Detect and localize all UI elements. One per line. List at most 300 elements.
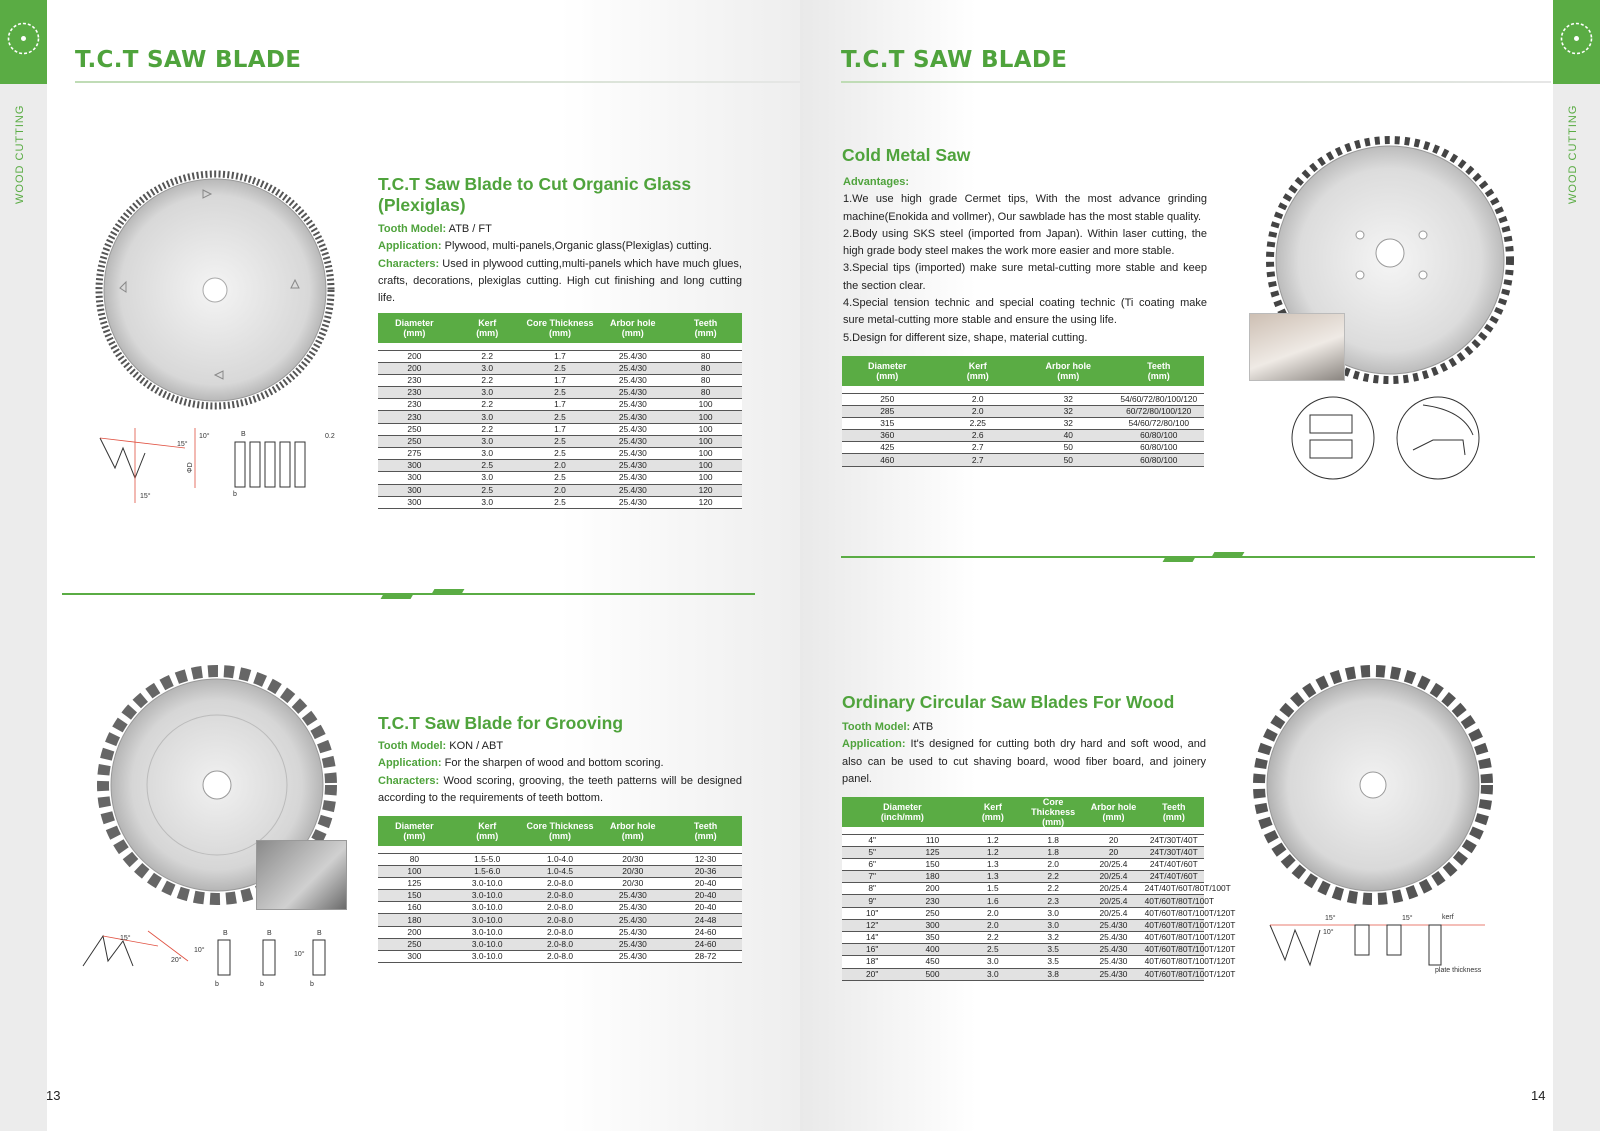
table-cell: 32 <box>1023 417 1114 429</box>
angle-label: 20° <box>171 957 182 964</box>
table-row <box>842 871 1204 883</box>
table-cell: 25.4/30 <box>1083 932 1143 944</box>
table-cell: 110 <box>902 834 962 846</box>
angle-label: 15° <box>140 493 151 500</box>
width-label: B <box>223 930 228 937</box>
table-row <box>842 834 1204 846</box>
table-cell: 1.2 <box>963 834 1023 846</box>
table-cell: 40T/60T/80T/100T/120T <box>1144 919 1236 930</box>
grooving-tooth-closeup-photo <box>256 840 347 910</box>
right-side-strip <box>1553 0 1600 1131</box>
saw-blade-logo-icon <box>5 20 42 57</box>
right-corner-badge <box>1553 0 1600 84</box>
table-cell: 120 <box>669 484 742 496</box>
table-row <box>378 350 742 362</box>
grooving-spec-table <box>378 816 742 963</box>
table-cell: 180 <box>902 871 962 883</box>
table-cell: 1.3 <box>963 858 1023 870</box>
angle-label: 10° <box>1323 929 1334 936</box>
right-page <box>800 0 1600 1131</box>
grooving-tooth-geometry-diagram <box>78 926 348 992</box>
table-cell: 20-40 <box>669 902 742 914</box>
plexiglas-tooth-geometry-diagram <box>95 428 345 508</box>
table-cell: 25.4/30 <box>596 496 669 508</box>
table-row <box>378 387 742 399</box>
table-cell: 400 <box>902 944 962 956</box>
table-cell: 24-48 <box>669 914 742 926</box>
table-cell: 3.2 <box>1023 932 1083 944</box>
table-cell: 230 <box>378 399 451 411</box>
table-cell: 2.5 <box>524 472 597 484</box>
table-header-cell: Teeth (mm) <box>1144 797 1204 827</box>
table-cell: 2.5 <box>524 362 597 374</box>
table-cell: 100 <box>378 865 451 877</box>
table-row <box>378 890 742 902</box>
page-number: 14 <box>1531 1088 1546 1103</box>
table-cell: 80 <box>669 387 742 399</box>
table-cell: 20-40 <box>669 877 742 889</box>
table-cell: 16" <box>842 944 902 956</box>
divider-tab <box>432 589 465 594</box>
table-cell: 25.4/30 <box>1083 968 1143 980</box>
table-row <box>842 442 1204 454</box>
table-cell: 20 <box>1083 834 1143 846</box>
table-cell: 2.0 <box>933 393 1024 405</box>
table-cell: 250 <box>378 423 451 435</box>
table-cell: 3.0 <box>963 956 1023 968</box>
angle-label: 10° <box>294 951 305 958</box>
ordinary-wood-saw-blade-image <box>1253 665 1493 905</box>
table-cell: 1.7 <box>524 423 597 435</box>
table-cell: 2.5 <box>524 448 597 460</box>
table-cell: 1.0-4.5 <box>524 865 597 877</box>
table-header-cell: Arbor hole (mm) <box>596 313 669 343</box>
angle-label: 15° <box>1402 915 1413 922</box>
table-cell: 3.0-10.0 <box>451 914 524 926</box>
table-cell: 10" <box>842 907 902 919</box>
title-rule <box>841 81 1551 83</box>
table-cell: 500 <box>902 968 962 980</box>
table-header-cell: Core Thickness (mm) <box>1023 797 1083 827</box>
table-cell: 54/60/72/80/100/120 <box>1114 393 1205 405</box>
table-row <box>842 883 1204 895</box>
table-header-cell: Kerf (mm) <box>451 816 524 846</box>
table-header-cell: Diameter (mm) <box>842 356 933 386</box>
table-cell: 80 <box>669 350 742 362</box>
table-cell: 150 <box>902 858 962 870</box>
table-cell: 40T/60T/80T/100T <box>1144 895 1215 906</box>
table-cell: 1.6 <box>963 895 1023 907</box>
left-corner-badge <box>0 0 47 84</box>
cold-metal-tooth-closeup-photo <box>1249 313 1345 381</box>
table-row <box>378 362 742 374</box>
table-row <box>378 423 742 435</box>
divider-tab <box>381 594 414 599</box>
table-cell: 1.3 <box>963 871 1023 883</box>
table-cell: 40T/60T/80T/100T/120T <box>1144 932 1236 943</box>
table-cell: 50 <box>1023 442 1114 454</box>
table-cell: 3.0-10.0 <box>451 902 524 914</box>
table-cell: 3.0-10.0 <box>451 938 524 950</box>
table-spacer <box>378 846 742 853</box>
side-label: WOOD CUTTING <box>14 104 26 204</box>
divider-tab <box>1163 557 1196 562</box>
table-cell: 3.0 <box>451 472 524 484</box>
table-cell: 3.0 <box>451 496 524 508</box>
table-cell: 2.0 <box>524 484 597 496</box>
table-cell: 200 <box>378 362 451 374</box>
table-cell: 40T/60T/80T/100T/120T <box>1144 907 1236 918</box>
table-row <box>842 417 1204 429</box>
table-cell: 300 <box>378 472 451 484</box>
cold-metal-saw-title: Cold Metal Saw <box>842 145 971 165</box>
side-label: WOOD CUTTING <box>1567 104 1579 204</box>
table-row <box>378 472 742 484</box>
table-cell: 250 <box>378 938 451 950</box>
table-cell: 25.4/30 <box>596 435 669 447</box>
table-header-cell: Diameter (mm) <box>378 816 451 846</box>
table-cell: 20-36 <box>669 865 742 877</box>
table-cell: 25.4/30 <box>596 399 669 411</box>
table-cell: 25.4/30 <box>596 411 669 423</box>
table-cell: 20/30 <box>596 853 669 865</box>
table-cell: 2.0-8.0 <box>524 902 597 914</box>
table-cell: 250 <box>378 435 451 447</box>
table-row <box>378 926 742 938</box>
table-cell: 20/25.4 <box>1083 871 1143 883</box>
table-cell: 1.7 <box>524 399 597 411</box>
width-label: B <box>267 930 272 937</box>
table-cell: 80 <box>378 853 451 865</box>
table-cell: 24-60 <box>669 926 742 938</box>
table-cell: 25.4/30 <box>596 460 669 472</box>
table-cell: 2.2 <box>451 350 524 362</box>
table-cell: 1.8 <box>1023 846 1083 858</box>
table-cell: 3.0 <box>963 968 1023 980</box>
table-row <box>378 902 742 914</box>
table-cell: 425 <box>842 442 933 454</box>
table-cell: 80 <box>669 374 742 386</box>
table-cell: 3.5 <box>1023 944 1083 956</box>
table-cell: 20" <box>842 968 902 980</box>
table-cell: 300 <box>902 919 962 931</box>
table-cell: 6" <box>842 858 902 870</box>
table-row <box>378 448 742 460</box>
table-cell: 2.5 <box>524 387 597 399</box>
table-row <box>842 393 1204 405</box>
table-row <box>842 968 1204 980</box>
table-cell: 3.0 <box>451 387 524 399</box>
table-cell: 2.0 <box>1023 858 1083 870</box>
plexiglas-saw-blade-image <box>95 170 335 410</box>
table-cell: 315 <box>842 417 933 429</box>
table-cell: 24T/30T/40T <box>1144 846 1204 858</box>
table-row <box>842 454 1204 466</box>
table-cell: 3.0 <box>451 362 524 374</box>
table-cell: 3.0-10.0 <box>451 926 524 938</box>
table-cell: 300 <box>378 484 451 496</box>
table-cell: 3.8 <box>1023 968 1083 980</box>
kerf-label: b <box>310 981 314 988</box>
table-cell: 2.0 <box>933 405 1024 417</box>
table-row <box>842 956 1204 968</box>
table-cell: 2.2 <box>451 374 524 386</box>
table-header-cell: Arbor hole (mm) <box>1083 797 1143 827</box>
table-cell: 2.2 <box>451 423 524 435</box>
table-cell: 60/72/80/100/120 <box>1114 405 1205 417</box>
table-cell: 24T/40T/60T <box>1144 871 1204 883</box>
table-cell: 275 <box>378 448 451 460</box>
table-cell: 3.0 <box>451 435 524 447</box>
table-row <box>842 405 1204 417</box>
table-cell: 9" <box>842 895 902 907</box>
kerf-label: b <box>215 981 219 988</box>
table-cell: 2.5 <box>451 484 524 496</box>
table-cell: 180 <box>378 914 451 926</box>
cold-metal-tooth-profile-diagram <box>1393 395 1483 481</box>
page-number: 13 <box>46 1088 61 1103</box>
table-cell: 460 <box>842 454 933 466</box>
table-cell: 120 <box>669 496 742 508</box>
width-label: B <box>317 930 322 937</box>
table-cell: 54/60/72/80/100 <box>1114 417 1205 429</box>
table-row <box>378 951 742 963</box>
table-header-cell: Teeth (mm) <box>1114 356 1205 386</box>
table-row <box>378 914 742 926</box>
table-cell: 24T/40T/60T <box>1144 858 1204 870</box>
plexiglas-spec-table <box>378 313 742 509</box>
table-header-cell: Arbor hole (mm) <box>596 816 669 846</box>
plate-thickness-label: plate thickness <box>1435 967 1482 974</box>
table-cell: 160 <box>378 902 451 914</box>
table-cell: 4" <box>842 834 902 846</box>
table-row <box>378 865 742 877</box>
table-cell: 12" <box>842 919 902 931</box>
table-cell: 60/80/100 <box>1114 430 1205 442</box>
table-cell: 2.7 <box>933 454 1024 466</box>
table-cell: 1.5-6.0 <box>451 865 524 877</box>
table-cell: 80 <box>669 362 742 374</box>
table-cell: 7" <box>842 871 902 883</box>
table-cell: 250 <box>902 907 962 919</box>
table-cell: 32 <box>1023 405 1114 417</box>
table-cell: 40 <box>1023 430 1114 442</box>
diameter-label: ΦD <box>187 462 194 473</box>
table-header-cell: Arbor hole (mm) <box>1023 356 1114 386</box>
table-cell: 125 <box>378 877 451 889</box>
ordinary-wood-blade-spec-table <box>842 797 1236 981</box>
table-cell: 20/25.4 <box>1083 907 1143 919</box>
table-cell: 2.2 <box>1023 871 1083 883</box>
table-cell: 5" <box>842 846 902 858</box>
table-cell: 350 <box>902 932 962 944</box>
table-spacer <box>842 386 1204 393</box>
table-cell: 20/30 <box>596 865 669 877</box>
table-cell: 1.5 <box>963 883 1023 895</box>
table-cell: 1.0-4.0 <box>524 853 597 865</box>
kerf-label: b <box>260 981 264 988</box>
table-cell: 230 <box>902 895 962 907</box>
table-cell: 2.2 <box>1023 883 1083 895</box>
page-title: T.C.T SAW BLADE <box>841 47 1068 73</box>
table-cell: 8" <box>842 883 902 895</box>
table-cell: 20/25.4 <box>1083 858 1143 870</box>
table-cell: 2.0-8.0 <box>524 951 597 963</box>
table-spacer <box>378 343 742 350</box>
table-row <box>378 496 742 508</box>
table-cell: 200 <box>378 350 451 362</box>
table-cell: 100 <box>669 399 742 411</box>
table-cell: 360 <box>842 430 933 442</box>
table-cell: 450 <box>902 956 962 968</box>
table-cell: 25.4/30 <box>596 350 669 362</box>
table-cell: 24T/40T/60T/80T/100T <box>1144 883 1231 894</box>
table-cell: 12-30 <box>669 853 742 865</box>
table-cell: 20/25.4 <box>1083 895 1143 907</box>
table-cell: 3.0 <box>1023 919 1083 931</box>
table-header-cell: Diameter (inch/mm) <box>842 797 963 827</box>
kerf-label: b <box>233 491 237 498</box>
table-cell: 300 <box>378 496 451 508</box>
table-cell: 230 <box>378 374 451 386</box>
plexiglas-product-details: Tooth Model: ATB / FT Application: Plywood, multi-panels,Organic glass(Plexiglas) cutting. Characters: Used in plywood cutting,multi-panels which have much glues, crafts, decorations, plexiglas cutting. High cut finishing and long cutting life. <box>378 223 742 305</box>
grooving-product-title: T.C.T Saw Blade for Grooving <box>378 713 624 733</box>
table-cell: 300 <box>378 460 451 472</box>
table-cell: 25.4/30 <box>596 362 669 374</box>
table-cell: 1.2 <box>963 846 1023 858</box>
angle-label: 15° <box>1325 915 1336 922</box>
table-cell: 20/25.4 <box>1083 883 1143 895</box>
divider-tab <box>1212 552 1245 557</box>
table-header-cell: Kerf (mm) <box>963 797 1023 827</box>
table-cell: 24-60 <box>669 938 742 950</box>
table-cell: 25.4/30 <box>596 484 669 496</box>
table-cell: 230 <box>378 387 451 399</box>
table-cell: 40T/60T/80T/100T/120T <box>1144 944 1236 955</box>
table-cell: 24T/30T/40T <box>1144 834 1204 846</box>
table-cell: 20 <box>1083 846 1143 858</box>
table-header-row <box>378 816 742 846</box>
table-row <box>378 938 742 950</box>
table-header-row <box>842 356 1204 386</box>
table-cell: 25.4/30 <box>1083 944 1143 956</box>
table-cell: 60/80/100 <box>1114 442 1205 454</box>
angle-label: 10° <box>199 433 210 440</box>
table-cell: 300 <box>378 951 451 963</box>
table-cell: 20-40 <box>669 890 742 902</box>
table-row <box>378 484 742 496</box>
table-cell: 20/30 <box>596 877 669 889</box>
table-cell: 25.4/30 <box>596 890 669 902</box>
table-cell: 18" <box>842 956 902 968</box>
table-cell: 2.0-8.0 <box>524 877 597 889</box>
table-row <box>378 853 742 865</box>
table-header-cell: Kerf (mm) <box>451 313 524 343</box>
table-cell: 2.25 <box>933 417 1024 429</box>
table-cell: 2.7 <box>933 442 1024 454</box>
table-cell: 2.0 <box>963 919 1023 931</box>
table-cell: 200 <box>378 926 451 938</box>
saw-blade-logo-icon <box>1558 20 1595 57</box>
table-cell: 230 <box>378 411 451 423</box>
table-cell: 3.0 <box>451 411 524 423</box>
table-header-cell: Kerf (mm) <box>933 356 1024 386</box>
table-cell: 100 <box>669 460 742 472</box>
table-row <box>842 846 1204 858</box>
table-cell: 2.0 <box>963 907 1023 919</box>
table-cell: 100 <box>669 448 742 460</box>
table-cell: 2.2 <box>451 399 524 411</box>
table-cell: 25.4/30 <box>596 914 669 926</box>
table-cell: 2.5 <box>524 411 597 423</box>
table-cell: 3.5 <box>1023 956 1083 968</box>
table-row <box>842 944 1204 956</box>
table-cell: 3.0-10.0 <box>451 951 524 963</box>
table-row <box>842 907 1204 919</box>
table-row <box>378 374 742 386</box>
table-cell: 3.0-10.0 <box>451 877 524 889</box>
ordinary-wood-blade-details: Tooth Model: ATB Application: It's designed for cutting both dry hard and soft wood, and also can be used to cut shaving board, wood fiber board, and joinery panel. <box>842 721 1207 785</box>
table-cell: 50 <box>1023 454 1114 466</box>
table-cell: 200 <box>902 883 962 895</box>
table-cell: 125 <box>902 846 962 858</box>
table-spacer <box>842 827 1204 834</box>
table-cell: 2.0-8.0 <box>524 890 597 902</box>
plexiglas-product-title: T.C.T Saw Blade to Cut Organic Glass (Plexiglas) <box>378 174 692 215</box>
table-header-cell: Teeth (mm) <box>669 313 742 343</box>
table-row <box>378 399 742 411</box>
table-cell: 2.5 <box>524 496 597 508</box>
table-cell: 150 <box>378 890 451 902</box>
table-cell: 25.4/30 <box>596 374 669 386</box>
table-cell: 25.4/30 <box>596 938 669 950</box>
table-cell: 2.3 <box>1023 895 1083 907</box>
table-cell: 14" <box>842 932 902 944</box>
table-cell: 32 <box>1023 393 1114 405</box>
table-header-cell: Teeth (mm) <box>669 816 742 846</box>
table-cell: 1.5-5.0 <box>451 853 524 865</box>
table-cell: 25.4/30 <box>1083 919 1143 931</box>
table-cell: 2.0 <box>524 460 597 472</box>
table-cell: 250 <box>842 393 933 405</box>
table-cell: 100 <box>669 472 742 484</box>
table-row <box>842 895 1204 907</box>
table-cell: 100 <box>669 423 742 435</box>
table-header-cell: Core Thickness (mm) <box>524 816 597 846</box>
table-cell: 25.4/30 <box>596 387 669 399</box>
table-cell: 3.0 <box>1023 907 1083 919</box>
table-cell: 3.0-10.0 <box>451 890 524 902</box>
table-cell: 60/80/100 <box>1114 454 1205 466</box>
table-row <box>378 460 742 472</box>
left-side-strip <box>0 0 47 1131</box>
table-cell: 40T/60T/80T/100T/120T <box>1144 956 1236 967</box>
table-cell: 100 <box>669 435 742 447</box>
page-title: T.C.T SAW BLADE <box>75 47 302 73</box>
width-label: B <box>241 431 246 438</box>
table-row <box>842 858 1204 870</box>
cold-metal-saw-spec-table <box>842 356 1204 467</box>
table-cell: 285 <box>842 405 933 417</box>
table-row <box>842 919 1204 931</box>
thickness-label: 0.2 <box>325 433 335 440</box>
table-row <box>378 877 742 889</box>
angle-label: 15° <box>177 441 188 448</box>
title-rule <box>75 81 800 83</box>
cold-metal-saw-advantages: Advantages: 1.We use high grade Cermet tips, With the most advance grinding machine(Enokida and vollmer), Our sawblade has the most stable quality. 2.Body using SKS steel (imported from Japan). Within laser cutting, the high grade body steel makes the work more easier and more stable. 3.Special tips (imported) make sure metal-cutting more stable and keep the section clear. 4.Special tension technic and special coating technic (Ti coating make sure metal-cutting more stable and ensure the using life. 5.Design for different size, shape, material cutting. <box>843 176 1207 344</box>
table-cell: 25.4/30 <box>1083 956 1143 968</box>
table-cell: 25.4/30 <box>596 423 669 435</box>
